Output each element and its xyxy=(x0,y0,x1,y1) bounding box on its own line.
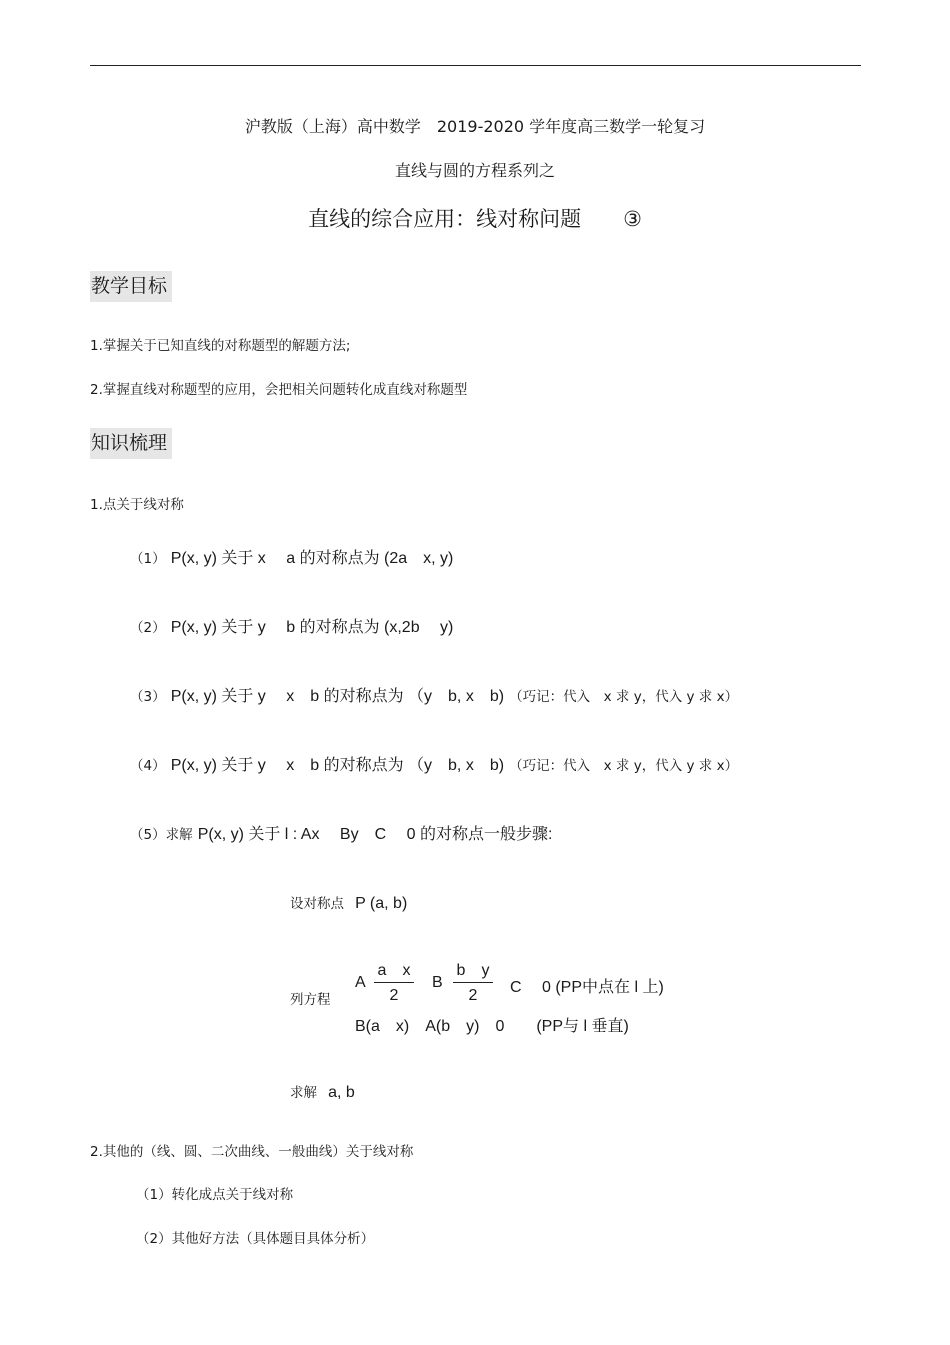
step-set-value: P (a, b) xyxy=(355,895,408,912)
series-line: 直线与圆的方程系列之 xyxy=(394,161,555,180)
step-set-point xyxy=(290,892,407,913)
step-eq-label: 列方程 xyxy=(290,992,331,1008)
point1-title: 1.点关于线对称 xyxy=(90,497,184,513)
fraction-a-plus-x xyxy=(374,961,414,1006)
rule-5 xyxy=(130,821,552,844)
fraction-b-bar xyxy=(453,982,493,983)
eq2: B(a x) A(b y) 0 (PP与 l 垂直) xyxy=(355,1018,629,1035)
objective-item-1: 1.掌握关于已知直线的对称题型的解题方法; xyxy=(90,338,351,354)
rule-1-formula: P(x, y) 关于 x a 的对称点为 (2a x, y) xyxy=(170,550,454,567)
rule-4-num: （4） xyxy=(130,758,166,774)
fraction-b-denominator: 2 xyxy=(468,987,478,1004)
step-solve xyxy=(290,1081,355,1102)
objectives-heading: 教学目标 xyxy=(90,271,172,302)
rule-3 xyxy=(130,683,738,706)
point2-title: 2.其他的（线、圆、二次曲线、一般曲线）关于线对称 xyxy=(90,1144,414,1160)
rule-5-num: （5）求解 xyxy=(130,827,193,843)
page-title: 直线的综合应用：线对称问题 ③ xyxy=(308,207,642,231)
step-solve-value: a, b xyxy=(328,1084,355,1101)
rule-2-num: （2） xyxy=(130,620,166,636)
step-set-label: 设对称点 xyxy=(290,896,344,912)
rule-2 xyxy=(130,614,453,637)
rule-5-formula: P(x, y) 关于 l : Ax By C 0 的对称点一般步骤: xyxy=(197,826,553,843)
eq1-coef-b: B xyxy=(432,974,443,991)
knowledge-heading: 知识梳理 xyxy=(90,428,172,459)
objective-item-2: 2.掌握直线对称题型的应用，会把相关问题转化成直线对称题型 xyxy=(90,382,468,398)
rule-4-formula: P(x, y) 关于 y x b 的对称点为 （y b, x b) xyxy=(170,757,505,774)
rule-4 xyxy=(130,752,738,775)
eq1-coef-a: A xyxy=(355,974,366,991)
eq1-rest: C 0 (PP中点在 l 上) xyxy=(510,979,664,996)
step-solve-label: 求解 xyxy=(290,1085,317,1101)
course-line: 沪教版（上海）高中数学 2019-2020 学年度高三数学一轮复习 xyxy=(244,117,706,136)
rule-1 xyxy=(130,545,453,568)
fraction-b-numerator: b y xyxy=(456,962,490,979)
rule-3-formula: P(x, y) 关于 y x b 的对称点为 （y b, x b) xyxy=(170,688,505,705)
fraction-b-plus-y xyxy=(453,961,493,1006)
rule-3-tip: （巧记：代入 x 求 y，代入 y 求 x） xyxy=(509,689,739,705)
rule-2-formula: P(x, y) 关于 y b 的对称点为 (x,2b y) xyxy=(170,619,454,636)
fraction-a-denominator: 2 xyxy=(389,987,399,1004)
point2-item-2: （2）其他好方法（具体题目具体分析） xyxy=(136,1231,375,1247)
rule-1-num: （1） xyxy=(130,551,166,567)
fraction-a-numerator: a x xyxy=(377,962,411,979)
point2-item-1: （1）转化成点关于线对称 xyxy=(136,1187,294,1203)
rule-4-tip: （巧记：代入 x 求 y，代入 y 求 x） xyxy=(509,758,739,774)
rule-3-num: （3） xyxy=(130,689,166,705)
fraction-a-bar xyxy=(374,982,414,983)
header-rule xyxy=(90,65,861,66)
